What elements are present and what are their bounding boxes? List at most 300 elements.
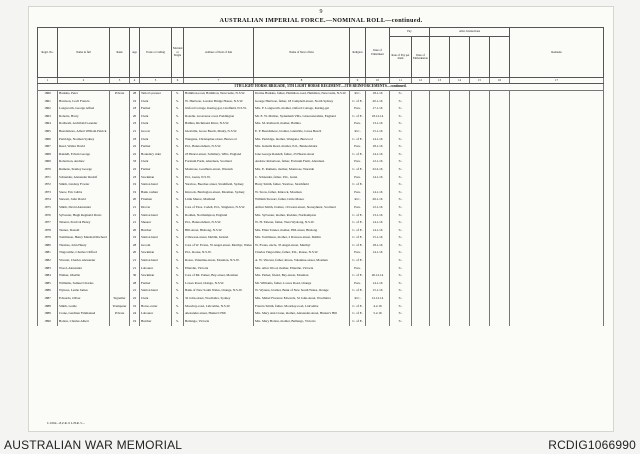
table-row	[38, 182, 604, 190]
rate-cell: 5/-	[390, 129, 412, 137]
religion-cell: C. of E.	[350, 288, 366, 296]
empty-cell	[490, 243, 510, 251]
rank-cell	[110, 220, 130, 228]
married-cell: S.	[172, 235, 184, 243]
col-next-of-kin: Name of Next of Kin	[254, 28, 350, 78]
regtl-no-cell: 1884	[38, 273, 58, 281]
empty-cell	[430, 106, 450, 114]
next-of-kin-cell: Jane George Randell, father, 23 Hearst-street	[254, 152, 350, 160]
address-cell: Little Manor, Maitland	[184, 197, 254, 205]
age-cell: 21	[130, 288, 140, 296]
age-cell: 21	[130, 129, 140, 137]
married-cell: S.	[172, 281, 184, 289]
religion-cell: C. of E.	[350, 319, 366, 327]
rate-cell: 5/-	[390, 250, 412, 258]
enlistment-cell: 12.1.16	[366, 159, 390, 167]
regtl-no-cell: 1887	[38, 296, 58, 304]
enlistment-cell: 20.1.16	[366, 99, 390, 107]
column-index-cell: 16	[490, 78, 510, 84]
rank-cell	[110, 129, 130, 137]
empty-cell	[412, 273, 430, 281]
name-cell: Tingcombe, Charles Clifford	[58, 250, 110, 258]
empty-cell	[510, 281, 604, 289]
next-of-kin-cell: Mrs. Mary Ann Crane, mother, Alexander-street, Hunter's Hill	[254, 311, 350, 319]
empty-cell	[510, 273, 604, 281]
trade-cell: Drover	[140, 205, 172, 213]
age-cell: 22	[130, 296, 140, 304]
empty-cell	[470, 167, 490, 175]
age-cell: 20	[130, 197, 140, 205]
empty-cell	[490, 175, 510, 183]
rank-cell	[110, 121, 130, 129]
empty-cell	[510, 190, 604, 198]
married-cell: S.	[172, 121, 184, 129]
rate-cell: 5/-	[390, 311, 412, 319]
page-number: 9	[319, 9, 323, 15]
col-regtl-no: Regtl. No.	[38, 28, 58, 78]
married-cell: S.	[172, 296, 184, 304]
rate-cell: 5/-	[390, 304, 412, 312]
col-rank: Rank	[110, 28, 130, 78]
name-cell: Tanner, Donald	[58, 228, 110, 236]
name-cell: Stewart, John David	[58, 197, 110, 205]
married-cell: S.	[172, 266, 184, 274]
empty-cell	[412, 243, 430, 251]
name-cell: Bolton, Charles Albert	[58, 319, 110, 327]
trade-cell: Groom	[140, 243, 172, 251]
empty-cell	[470, 319, 490, 327]
empty-cell	[510, 243, 604, 251]
empty-cell	[412, 114, 430, 122]
address-cell: Ballina, Richmond River, N.S.W.	[184, 121, 254, 129]
empty-cell	[412, 91, 430, 99]
empty-cell	[510, 99, 604, 107]
religion-cell: C. of E.	[350, 114, 366, 122]
rate-cell: 5/-	[390, 175, 412, 183]
next-of-kin-cell: William Stewart, father, Little Manor	[254, 197, 350, 205]
table-row	[38, 91, 604, 99]
married-cell: S.	[172, 190, 184, 198]
rate-cell: 5/-	[390, 182, 412, 190]
nominal-roll-page	[28, 6, 614, 432]
empty-cell	[412, 228, 430, 236]
empty-cell	[430, 121, 450, 129]
name-cell: Sylvester, Hugh Reginald Davis	[58, 213, 110, 221]
married-cell: S.	[172, 144, 184, 152]
rank-cell	[110, 228, 130, 236]
rate-cell: 5/-	[390, 190, 412, 198]
empty-cell	[510, 106, 604, 114]
rank-cell: Private	[110, 91, 130, 99]
empty-cell	[430, 220, 450, 228]
empty-cell	[412, 220, 430, 228]
regtl-no-cell: 1860	[38, 91, 58, 99]
empty-cell	[470, 296, 490, 304]
married-cell: S.	[172, 91, 184, 99]
rate-cell: 5/-	[390, 99, 412, 107]
column-index-cell: 10	[366, 78, 390, 84]
name-cell: Taberer, Percival Henry	[58, 220, 110, 228]
empty-cell	[450, 228, 470, 236]
empty-cell	[490, 114, 510, 122]
empty-cell	[490, 197, 510, 205]
empty-cell	[470, 243, 490, 251]
empty-cell	[412, 137, 430, 145]
enlistment-cell	[366, 319, 390, 327]
trade-cell: Clerk	[140, 296, 172, 304]
rank-cell	[110, 213, 130, 221]
married-cell: S.	[172, 152, 184, 160]
col-name: Name in full	[58, 28, 110, 78]
table-row	[38, 175, 604, 183]
table-row	[38, 304, 604, 312]
empty-cell	[490, 288, 510, 296]
trade-cell: Clerk	[140, 114, 172, 122]
trade-cell: Farmer	[140, 281, 172, 289]
table-row	[38, 167, 604, 175]
empty-cell	[510, 175, 604, 183]
regtl-no-cell: 1871	[38, 175, 58, 183]
rate-cell: 5/-	[390, 106, 412, 114]
age-cell: 28	[130, 243, 140, 251]
empty-cell	[412, 167, 430, 175]
rate-cell: 5/-	[390, 144, 412, 152]
column-index-cell: 3	[110, 78, 130, 84]
empty-cell	[510, 167, 604, 175]
rank-cell: Private	[110, 311, 130, 319]
empty-cell	[510, 213, 604, 221]
next-of-kin-cell: Mrs. Mabel Florence Edwards, 32 John-street, Woollahra	[254, 296, 350, 304]
empty-cell	[470, 281, 490, 289]
age-cell: 19	[130, 99, 140, 107]
address-cell: Care of Thos. Cadell, P.O., Singleton, N.S.W.	[184, 205, 254, 213]
married-cell: S.	[172, 205, 184, 213]
empty-cell	[450, 311, 470, 319]
empty-cell	[412, 152, 430, 160]
age-cell: 20	[130, 228, 140, 236]
table-row	[38, 235, 604, 243]
next-of-kin-cell: Mrs. Partridge, mother, Wangana, Burwood	[254, 137, 350, 145]
trade-cell: Boundary rider	[140, 152, 172, 160]
empty-cell	[490, 137, 510, 145]
empty-cell	[412, 311, 430, 319]
empty-cell	[510, 235, 604, 243]
empty-cell	[412, 296, 430, 304]
trade-cell: Station hand	[140, 235, 172, 243]
regtl-no-cell: 1861	[38, 99, 58, 107]
empty-cell	[490, 235, 510, 243]
rank-cell	[110, 205, 130, 213]
rate-cell: 5/-	[390, 205, 412, 213]
married-cell: S.	[172, 159, 184, 167]
enlistment-cell: 17.1.16	[366, 106, 390, 114]
empty-cell	[510, 319, 604, 327]
empty-cell	[412, 258, 430, 266]
empty-cell	[510, 228, 604, 236]
regtl-no-cell: 1886	[38, 288, 58, 296]
rate-cell: 5/-	[390, 220, 412, 228]
empty-cell	[470, 220, 490, 228]
next-of-kin-cell: E. P. Beardsmore, brother, Glenville, Grose Beach	[254, 129, 350, 137]
empty-cell	[490, 220, 510, 228]
rank-cell	[110, 175, 130, 183]
empty-cell	[510, 144, 604, 152]
age-cell: 19	[130, 190, 140, 198]
empty-cell	[510, 311, 604, 319]
address-cell: Moorhay-road, Lidcombe, N.S.W.	[184, 304, 254, 312]
table-row	[38, 266, 604, 274]
col-group-pay: Pay	[390, 28, 430, 37]
column-index-cell: 15	[470, 78, 490, 84]
col-allot-a	[430, 37, 450, 78]
empty-cell	[450, 167, 470, 175]
next-of-kin-cell: George Harrison, father, 18 Campbell-street, North Sydney	[254, 99, 350, 107]
name-cell: Reed, Walter David	[58, 144, 110, 152]
empty-cell	[412, 129, 430, 137]
name-cell: Wood, Alexander	[58, 266, 110, 274]
age-cell: 21	[130, 220, 140, 228]
empty-cell	[510, 121, 604, 129]
religion-cell: Pres.	[350, 144, 366, 152]
empty-cell	[450, 258, 470, 266]
religion-cell: Pres.	[350, 121, 366, 129]
age-cell: 23	[130, 121, 140, 129]
table-row	[38, 152, 604, 160]
address-cell: Care of W. Evans, 35 Angel-street, Merthyr, Wales	[184, 243, 254, 251]
table-row	[38, 213, 604, 221]
enlistment-cell: 13.1.16	[366, 213, 390, 221]
empty-cell	[412, 159, 430, 167]
address-cell: Ellerslie, Victoria	[184, 266, 254, 274]
regtl-no-cell: 1885	[38, 281, 58, 289]
religion-cell: Pres.	[350, 159, 366, 167]
age-cell: 19	[130, 235, 140, 243]
empty-cell	[430, 129, 450, 137]
table-row	[38, 319, 604, 327]
age-cell: 24	[130, 311, 140, 319]
empty-cell	[470, 235, 490, 243]
address-cell: Oxford Cottage, Kuring-gai, Lindfield, N.S.W.	[184, 106, 254, 114]
empty-cell	[430, 91, 450, 99]
trade-cell: Stockman	[140, 250, 172, 258]
religion-cell: C. of E.	[350, 213, 366, 221]
empty-cell	[490, 182, 510, 190]
name-cell: Crane, Gardiner Emmanuel	[58, 311, 110, 319]
empty-cell	[470, 288, 490, 296]
empty-cell	[470, 311, 490, 319]
name-cell: Wyness, Leslie James	[58, 288, 110, 296]
name-cell: Smith, Lindsay Fowler	[58, 182, 110, 190]
empty-cell	[490, 266, 510, 274]
empty-cell	[490, 281, 510, 289]
empty-cell	[490, 213, 510, 221]
next-of-kin-cell: Mr. E. W. Mallon, Sydenham Villa, Gloucestershire, England	[254, 114, 350, 122]
empty-cell	[412, 288, 430, 296]
address-cell: Hamilton-road, Hamilton, Newcastle, N.S.W.	[184, 91, 254, 99]
next-of-kin-cell: W. Wyness, brother, Bank of New South Wales, Orange	[254, 288, 350, 296]
rate-cell: 5/-	[390, 266, 412, 274]
next-of-kin-cell: Mrs. M. Rothwell, mother, Ballina	[254, 121, 350, 129]
regtl-no-cell: 1877	[38, 220, 58, 228]
empty-cell	[490, 319, 510, 327]
nominal-roll-table	[37, 27, 604, 326]
rate-cell: 5/-	[390, 258, 412, 266]
name-cell: Tomlinson, Henry Marshall Richard	[58, 235, 110, 243]
column-index-cell: 2	[58, 78, 110, 84]
empty-cell	[412, 213, 430, 221]
address-cell: Rozelle, Grosvenor-road, Paddington	[184, 114, 254, 122]
rank-cell	[110, 182, 130, 190]
religion-cell: Pres.	[350, 190, 366, 198]
empty-cell	[450, 121, 470, 129]
rank-cell	[110, 319, 130, 327]
empty-cell	[430, 311, 450, 319]
empty-cell	[450, 273, 470, 281]
empty-cell	[490, 250, 510, 258]
regtl-no-cell: 1878	[38, 228, 58, 236]
empty-cell	[510, 288, 604, 296]
married-cell: S.	[172, 175, 184, 183]
table-row	[38, 311, 604, 319]
col-address: Address of Next of Kin	[184, 28, 254, 78]
rate-cell: 5/-	[390, 121, 412, 129]
religion-cell: C. of E.	[350, 235, 366, 243]
age-cell: 28	[130, 281, 140, 289]
rank-cell	[110, 152, 130, 160]
name-cell: Edwards, Oliver	[58, 296, 110, 304]
empty-cell	[510, 304, 604, 312]
married-cell: S.	[172, 167, 184, 175]
empty-cell	[490, 190, 510, 198]
enlistment-cell: 15.1.16	[366, 129, 390, 137]
age-cell: 21	[130, 258, 140, 266]
enlistment-cell: 18.1.16	[366, 243, 390, 251]
empty-cell	[450, 235, 470, 243]
address-cell: Yaraboo, Beecher-street, Strathfield, Sydney	[184, 182, 254, 190]
source-label: AUSTRALIAN WAR MEMORIAL	[4, 438, 183, 452]
table-row	[38, 121, 604, 129]
address-cell: 2 Dawson-street, Dublin, Ireland	[184, 235, 254, 243]
regtl-no-cell: 1889	[38, 311, 58, 319]
empty-cell	[470, 182, 490, 190]
empty-cell	[490, 99, 510, 107]
address-cell: Wangana, Christopher-street, Burwood	[184, 137, 254, 145]
age-cell: 21	[130, 266, 140, 274]
religion-cell: C. of E.	[350, 311, 366, 319]
empty-cell	[430, 144, 450, 152]
empty-cell	[412, 190, 430, 198]
married-cell: S.	[172, 288, 184, 296]
age-cell: 22	[130, 144, 140, 152]
empty-cell	[430, 114, 450, 122]
rate-cell: 5/-	[390, 159, 412, 167]
religion-cell: R.C.	[350, 197, 366, 205]
empty-cell	[470, 121, 490, 129]
address-cell: Bank of New South Wales, Orange, N.S.W.	[184, 288, 254, 296]
age-cell: 19	[130, 304, 140, 312]
trade-cell: Station hand	[140, 258, 172, 266]
enlistment-cell: 20.12.14	[366, 273, 390, 281]
empty-cell	[430, 159, 450, 167]
empty-cell	[412, 250, 430, 258]
empty-cell	[450, 213, 470, 221]
address-cell: Fortnum Farm, Aberdeen, Scotland	[184, 159, 254, 167]
empty-cell	[450, 205, 470, 213]
section-heading-row	[38, 84, 604, 91]
age-cell: 18	[130, 106, 140, 114]
enlistment-cell: 22.2.16	[366, 167, 390, 175]
rate-cell: 5/-	[390, 281, 412, 289]
empty-cell	[470, 137, 490, 145]
empty-cell	[470, 250, 490, 258]
age-cell: 28	[130, 91, 140, 99]
regtl-no-cell: 1868	[38, 152, 58, 160]
empty-cell	[430, 99, 450, 107]
next-of-kin-cell: Mr. Williams, father, Lowes Road, Orange	[254, 281, 350, 289]
enlistment-cell	[366, 258, 390, 266]
trade-cell: Station hand	[140, 288, 172, 296]
col-religion: Religion	[350, 28, 366, 78]
table-row	[38, 258, 604, 266]
religion-cell: R.C.	[350, 129, 366, 137]
enlistment-cell: 5.2.16	[366, 311, 390, 319]
next-of-kin-cell: Mrs. Tomlinson, mother, 2 Dawson-street, Dublin	[254, 235, 350, 243]
regtl-no-cell: 1869	[38, 159, 58, 167]
regtl-no-cell: 1880	[38, 243, 58, 251]
rate-cell: 5/-	[390, 296, 412, 304]
name-cell: Thomas, John Henry	[58, 243, 110, 251]
next-of-kin-cell: Harry Smith, father, Yaraboo, Strathfield	[254, 182, 350, 190]
table-row	[38, 281, 604, 289]
column-index-cell: 7	[184, 78, 254, 84]
rate-cell: 5/-	[390, 114, 412, 122]
empty-cell	[470, 159, 490, 167]
empty-cell	[430, 319, 450, 327]
empty-cell	[470, 114, 490, 122]
empty-cell	[450, 190, 470, 198]
married-cell: S.	[172, 228, 184, 236]
empty-cell	[490, 91, 510, 99]
married-cell: S.	[172, 129, 184, 137]
trade-cell: Fireman	[140, 197, 172, 205]
empty-cell	[450, 137, 470, 145]
enlistment-cell: 15.1.16	[366, 235, 390, 243]
enlistment-cell	[366, 266, 390, 274]
empty-cell	[430, 258, 450, 266]
empty-cell	[412, 304, 430, 312]
religion-cell: C. of E.	[350, 228, 366, 236]
married-cell: S.	[172, 250, 184, 258]
trade-cell: Clerk	[140, 137, 172, 145]
empty-cell	[510, 205, 604, 213]
religion-cell: C. of E.	[350, 182, 366, 190]
table-row	[38, 296, 604, 304]
next-of-kin-cell: Andrew Robertson, father, Fortnum Farm, Aberdeen	[254, 159, 350, 167]
empty-cell	[450, 266, 470, 274]
name-cell: Randell, Edwin George	[58, 152, 110, 160]
table-row	[38, 106, 604, 114]
table-row	[38, 243, 604, 251]
trade-cell: Bank cashier	[140, 190, 172, 198]
next-of-kin-cell: W. H. Taberer, father, West Wyalong, N.S.W.	[254, 220, 350, 228]
married-cell: S.	[172, 137, 184, 145]
empty-cell	[450, 114, 470, 122]
regtl-no-cell: 1863	[38, 114, 58, 122]
name-cell: Roberts, Harry	[58, 114, 110, 122]
empty-cell	[510, 258, 604, 266]
empty-cell	[450, 91, 470, 99]
trade-cell: Labourer	[140, 266, 172, 274]
